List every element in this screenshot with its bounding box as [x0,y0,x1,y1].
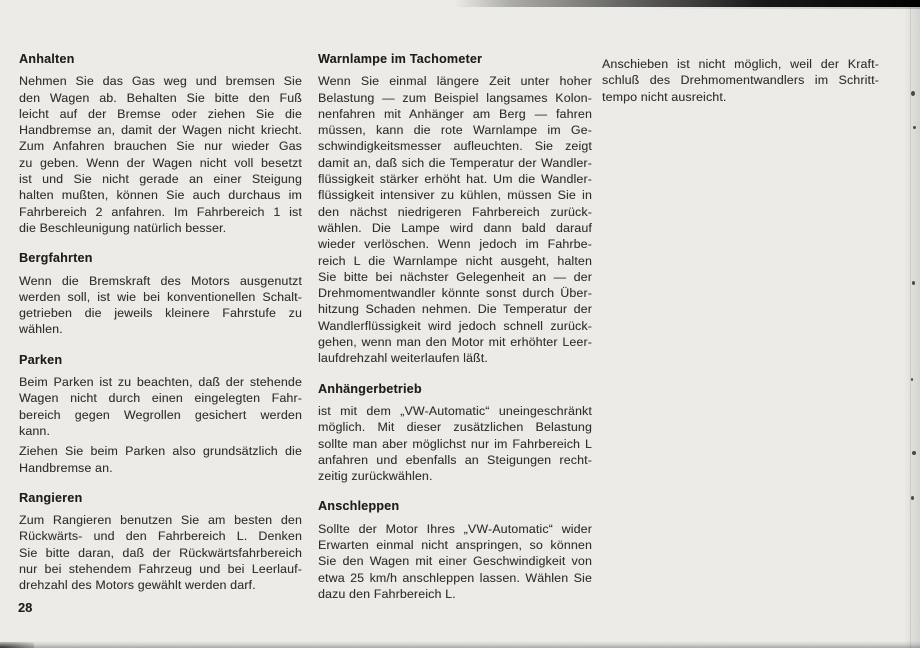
text-line: Zum Anfahren brauchen Sie nur wieder Gas [19,139,302,154]
text-column-middle [318,51,592,616]
paragraph [318,403,592,484]
section [19,352,302,476]
section [19,51,302,236]
text-line: werden soll, ist wie bei konventionellen Schalt- [19,289,302,304]
text-line: Wagen nicht durch einen eingelegten Fahr- [19,391,302,406]
text-line: Sollte der Motor Ihres „VW-Automatic“ wider [318,521,592,536]
paragraph [318,73,592,366]
scan-edge-top [455,0,920,7]
text-line: gehen, wenn man den Motor mit erhöhter Leer- [318,335,592,350]
text-line: schluß des Drehmomentwandlers im Schritt- [602,73,879,88]
text-line: Zum Rangieren benutzen Sie am besten den [19,513,302,528]
paragraph [318,521,592,602]
scan-speck [911,378,913,381]
text-line: zeitig zurückwählen. [318,469,433,484]
paragraph [19,73,302,236]
section-heading: Warnlampe im Tachometer [318,52,483,66]
text-line: wählen. [19,322,63,337]
paragraph [602,56,879,105]
section [318,51,592,367]
text-line: Fahrbereich 2 anfahren. Im Fahrbereich 1 ist [19,204,302,219]
scan-smudge-bottom-left [0,642,34,648]
text-line: Ziehen Sie beim Parken also grundsätzlich die [19,444,302,459]
text-line: den nächst niedrigeren Fahrbereich zurück- [318,204,592,219]
scan-speck [911,496,914,500]
paragraph [19,374,302,439]
text-line: Sie bitte daran, daß der Rückwärtsfahrbereich [19,545,302,560]
text-line: anfahren und ebenfalls an Steigungen recht- [318,452,592,467]
text-line: möglich. Mit dieser zusätzlichen Belastung [318,420,592,435]
text-line: Anschieben ist nicht möglich, weil der Kraft- [602,57,879,71]
text-line: Wandlerflüssigkeit wird jedoch schnell zurück- [318,318,592,333]
section-heading: Parken [19,352,63,367]
section-heading: Anhalten [19,52,75,66]
section [318,498,592,602]
text-line: getrieben die jeweils kleinere Fahrstufe zu [19,306,302,321]
text-line: ist und Sie nicht gerade an einer Steigung [19,172,302,187]
scan-edge-bottom [0,641,920,648]
text-line: Handbremse an. [19,460,113,475]
text-line: die Beschleunigung natürlich besser. [19,220,227,235]
text-line: Sie den Wagen mit einer Geschwindigkeit von [318,554,592,569]
text-line: reich L die Warnlampe nicht ausgeht, halten [318,253,592,268]
text-line: flüssigkeit stärker erhöht hat. Um die Wandler- [318,172,592,187]
paragraph [19,443,302,476]
page-number: 28 [18,600,33,615]
scan-speck [912,451,916,455]
text-line: Belastung — zum Beispiel langsames Kolon- [318,90,592,105]
section [19,250,302,337]
text-line: laufdrehzahl weiterlaufen läßt. [318,351,488,366]
section [602,56,879,105]
text-line: kann. [19,423,51,438]
text-line: müssen, kann die rote Warnlampe im Ge- [318,123,592,138]
scan-edge-right-line [910,0,911,648]
text-line: schwindigkeitsmesser aufleuchten. Sie zeigt [318,139,592,154]
text-line: Sie bitte bei nächster Gelegenheit an — der [318,269,592,284]
text-line: leicht auf der Bremse oder ziehen Sie die [19,106,302,121]
scan-speck [911,91,915,96]
text-line: Nehmen Sie das Gas weg und bremsen Sie [19,74,302,89]
text-line: drehzahl des Motors gewählt werden darf. [19,578,256,593]
text-line: Beim Parken ist zu beachten, daß der stehende [19,375,302,390]
text-line: wieder verlöschen. Wenn jedoch im Fahrbe- [318,237,592,252]
text-line: zu geben. Wenn der Wagen nicht voll besetzt [19,155,302,170]
text-line: Erwarten einmal nicht anspringen, so können [318,538,592,553]
text-line: den Wagen ab. Behalten Sie bitte den Fuß [19,90,302,105]
text-line: Wenn die Bremskraft des Motors ausgenutzt [19,273,302,288]
text-line: Handbremse an, damit der Wagen nicht kriecht. [19,123,302,138]
text-line: flüssigkeit intensiver zu kühlen, müssen Sie in [318,188,592,203]
text-line: wählen. Die Lampe wird dann bald darauf [318,220,592,235]
paragraph [19,512,302,593]
text-line: bereich gegen Wegrollen gesichert werden [19,407,302,422]
text-line: sollte man aber möglichst nur im Fahrbereich L [318,436,592,451]
text-line: dazu den Fahrbereich L. [318,586,456,601]
text-line: hitzung Schaden nehmen. Die Temperatur der [318,302,592,317]
text-line: Drehmomentwandler könnte sonst durch Über- [318,286,592,301]
text-line: ist mit dem „VW-Automatic“ uneingeschränkt [318,403,592,418]
paragraph [19,273,302,338]
text-line: damit an, daß sich die Temperatur der Wandler- [318,155,592,170]
scan-speck [912,281,915,285]
text-line: Wenn Sie einmal längere Zeit unter hoher [318,74,592,89]
section [318,381,592,485]
section-heading: Anhängerbetrieb [318,381,422,396]
text-line: etwa 25 km/h anschleppen lassen. Wählen Sie [318,570,592,585]
section-heading: Rangieren [19,490,83,505]
section-heading: Anschleppen [318,499,400,514]
text-column-right [602,51,879,119]
section-heading: Bergfahrten [19,251,93,266]
text-line: nur bei stehendem Fahrzeug und bei Leerlauf- [19,562,302,577]
text-line: halten mußten, können Sie auch durchaus im [19,188,302,203]
scan-edge-right-shadow [904,0,920,648]
text-line: Rückwärts- und den Fahrbereich L. Denken [19,529,302,544]
text-line: nenfahren mit Anhänger am Berg — fahren [318,106,592,121]
section [19,490,302,594]
text-line: tempo nicht ausreicht. [602,89,727,104]
text-column-left [19,51,302,608]
scan-speck [913,126,916,129]
